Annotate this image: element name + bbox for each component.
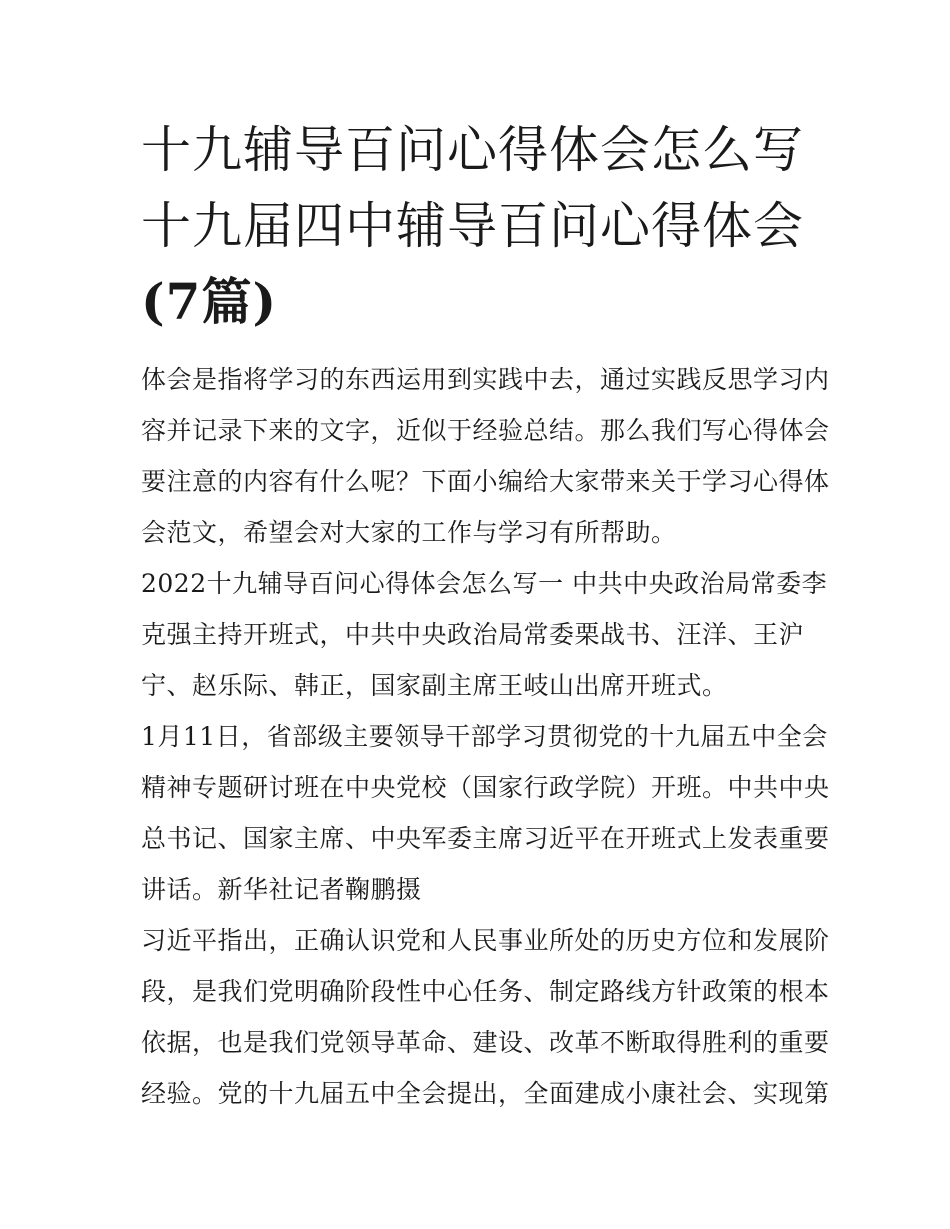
document-body [141, 354, 830, 1119]
text-line: 克强主持开班式，中共中央政治局常委栗战书、汪洋、王沪 [141, 620, 805, 649]
paragraph-speech [141, 915, 830, 1119]
text-line: 要注意的内容有什么呢？下面小编给大家带来关于学习心得体 [141, 467, 830, 496]
text-line: 容并记录下来的文字，近似于经验总结。那么我们写心得体会 [141, 416, 830, 445]
text-line: 精神专题研讨班在中央党校（国家行政学院）开班。中共中央 [141, 773, 830, 802]
text-line: 宁、赵乐际、韩正，国家副主席王岐山出席开班式。 [141, 671, 728, 700]
text-line: 体会是指将学习的东西运用到实践中去，通过实践反思学习内 [141, 365, 830, 394]
text-line: 1月11日，省部级主要领导干部学习贯彻党的十九届五中全会 [141, 722, 828, 751]
paragraph-intro [141, 354, 830, 558]
text-line: 段，是我们党明确阶段性中心任务、制定路线方针政策的根本 [141, 977, 830, 1006]
text-line: 经验。党的十九届五中全会提出，全面建成小康社会、实现第 [141, 1079, 830, 1108]
title-line: 十九辅导百问心得体会怎么写 [141, 121, 804, 179]
document-title [141, 112, 841, 340]
paragraph-news [141, 711, 830, 915]
text-line: 依据，也是我们党领导革命、建设、改革不断取得胜利的重要 [141, 1028, 830, 1057]
text-line: 会范文，希望会对大家的工作与学习有所帮助。 [141, 518, 677, 547]
text-line: 2022十九辅导百问心得体会怎么写一 中共中央政治局常委李 [141, 569, 828, 598]
paragraph-section-1 [141, 558, 828, 711]
text-line: 习近平指出，正确认识党和人民事业所处的历史方位和发展阶 [141, 926, 830, 955]
title-line: 十九届四中辅导百问心得体会 [141, 197, 804, 255]
title-line: (7篇) [141, 272, 278, 331]
text-line: 总书记、国家主席、中央军委主席习近平在开班式上发表重要 [141, 824, 830, 853]
text-line: 讲话。新华社记者鞠鹏摄 [141, 875, 422, 904]
